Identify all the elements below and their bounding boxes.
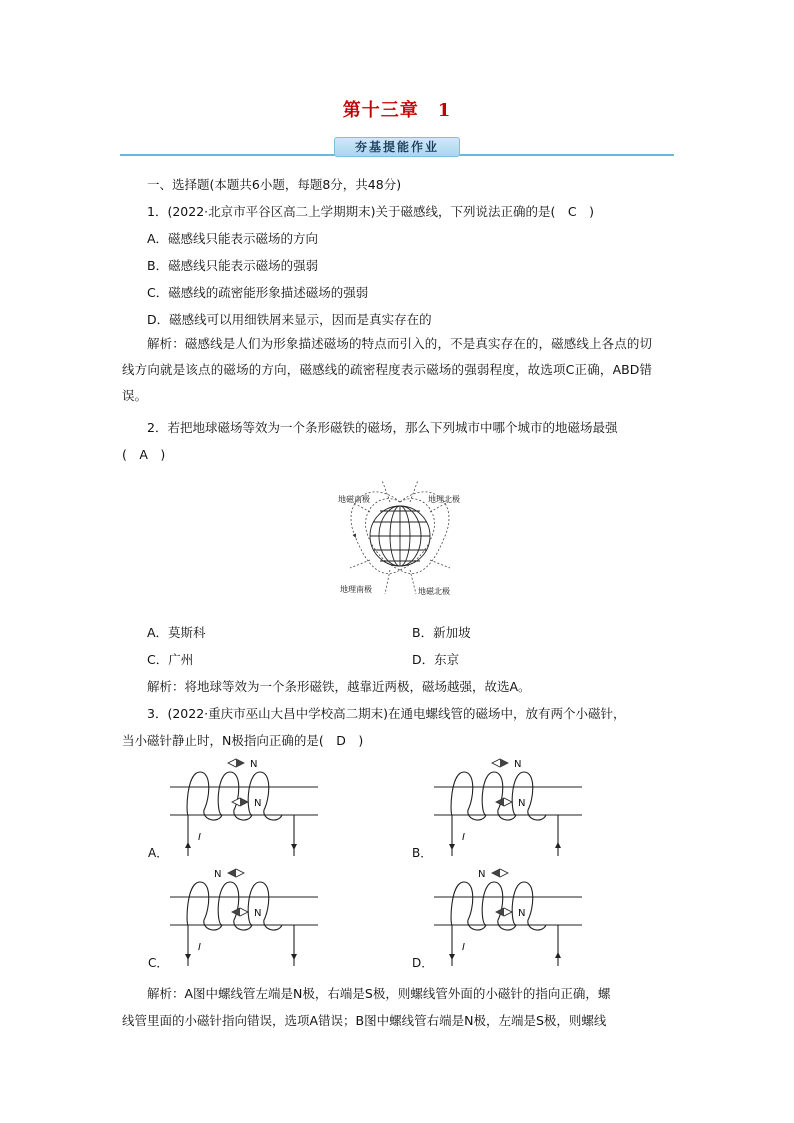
outer-needle-n-label: N	[478, 869, 486, 880]
current-i-label: I	[462, 832, 465, 843]
inner-needle-n-label: N	[518, 798, 526, 809]
option-label-d: D．	[412, 956, 434, 970]
inner-compass-needle	[496, 798, 512, 806]
outer-needle-n-label: N	[250, 759, 258, 770]
current-arrow-left	[449, 954, 455, 960]
outer-compass-needle	[492, 759, 508, 767]
label-geomag-south: 地磁南极	[338, 495, 370, 504]
coil-wire	[187, 882, 294, 966]
coil-wire	[187, 772, 294, 856]
current-arrow-right	[291, 844, 297, 850]
label-geo-north: 地理北极	[428, 495, 460, 504]
banner-bar	[120, 137, 674, 157]
current-i-label: I	[198, 942, 201, 953]
current-arrow-left	[449, 844, 455, 850]
homework-banner: 夯基提能作业	[334, 137, 460, 157]
outer-compass-needle	[492, 869, 508, 877]
q1-option-d: D．磁感线可以用细铁屑来显示，因而是真实存在的	[147, 312, 432, 327]
coil-wire	[451, 772, 558, 856]
outer-compass-needle	[228, 759, 244, 767]
solenoid-panel-c	[148, 868, 323, 973]
q2-stem: 2．若把地球磁场等效为一个条形磁铁的磁场，那么下列城市中哪个城市的地磁场最强	[147, 420, 618, 435]
option-label-c: C．	[148, 956, 169, 970]
current-arrow-left	[185, 954, 191, 960]
chapter-title: 第十三章 1	[342, 100, 452, 121]
q1-stem: 1．(2022·北京市平谷区高二上学期期末)关于磁感线，下列说法正确的是( C )	[147, 204, 594, 219]
current-i-label: I	[198, 832, 201, 843]
q1-analysis: 解析：磁感线是人们为形象描述磁场的特点而引入的，不是真实存在的，磁感线上各点的切线方向就是该点的磁场的方向，磁感线的疏密程度表示磁场的强弱程度，故选项C正确，ABD错误。	[122, 336, 652, 403]
q1-option-c: C．磁感线的疏密能形象描述磁场的强弱	[147, 285, 369, 300]
q3-stem-line1: 3．(2022·重庆市巫山大昌中学校高二期末)在通电螺线管的磁场中，放有两个小磁针，	[147, 706, 626, 721]
coil-wire	[451, 882, 558, 966]
option-label-a: A．	[148, 846, 169, 860]
outer-needle-n-label: N	[514, 759, 522, 770]
inner-compass-needle	[232, 798, 248, 806]
q3-analysis-line2: 线管里面的小磁针指向错误，选项A错误；B图中螺线管右端是N极，左端是S极，则螺线	[122, 1013, 607, 1028]
option-label-b: B．	[412, 846, 433, 860]
q3-analysis-line1: 解析：A图中螺线管左端是N极，右端是S极，则螺线管外面的小磁针的指向正确，螺	[147, 986, 611, 1001]
inner-needle-n-label: N	[254, 908, 262, 919]
q2-option-d: D．东京	[412, 652, 460, 667]
outer-needle-n-label: N	[214, 869, 222, 880]
current-arrow-right	[555, 952, 561, 958]
solenoid-panel-a	[148, 758, 323, 863]
outer-compass-needle	[228, 869, 244, 877]
current-arrow-left	[185, 842, 191, 848]
label-geomag-north: 地磁北极	[418, 587, 450, 596]
inner-needle-n-label: N	[254, 798, 262, 809]
current-arrow-right	[291, 954, 297, 960]
solenoid-panel-d	[412, 868, 587, 973]
q1-option-b: B．磁感线只能表示磁场的强弱	[147, 258, 319, 273]
q3-stem-line2: 当小磁针静止时，N极指向正确的是( D )	[122, 733, 364, 748]
section-heading: 一、选择题(本题共6小题，每题8分，共48分)	[147, 177, 402, 192]
q2-option-a: A．莫斯科	[147, 625, 206, 640]
q2-option-c: C．广州	[147, 652, 194, 667]
inner-compass-needle	[232, 908, 248, 916]
current-i-label: I	[462, 942, 465, 953]
inner-compass-needle	[496, 908, 512, 916]
q2-analysis: 解析：将地球等效为一个条形磁铁，越靠近两极，磁场越强，故选A。	[147, 679, 531, 694]
solenoid-panel-b	[412, 758, 587, 863]
inner-needle-n-label: N	[518, 908, 526, 919]
current-arrow-right	[555, 842, 561, 848]
q2-answer: ( A )	[122, 447, 166, 462]
q2-option-b: B．新加坡	[412, 625, 471, 640]
label-geo-south: 地理南极	[340, 585, 372, 594]
earth-magnetic-field-figure	[330, 472, 470, 600]
q1-option-a: A．磁感线只能表示磁场的方向	[147, 231, 319, 246]
